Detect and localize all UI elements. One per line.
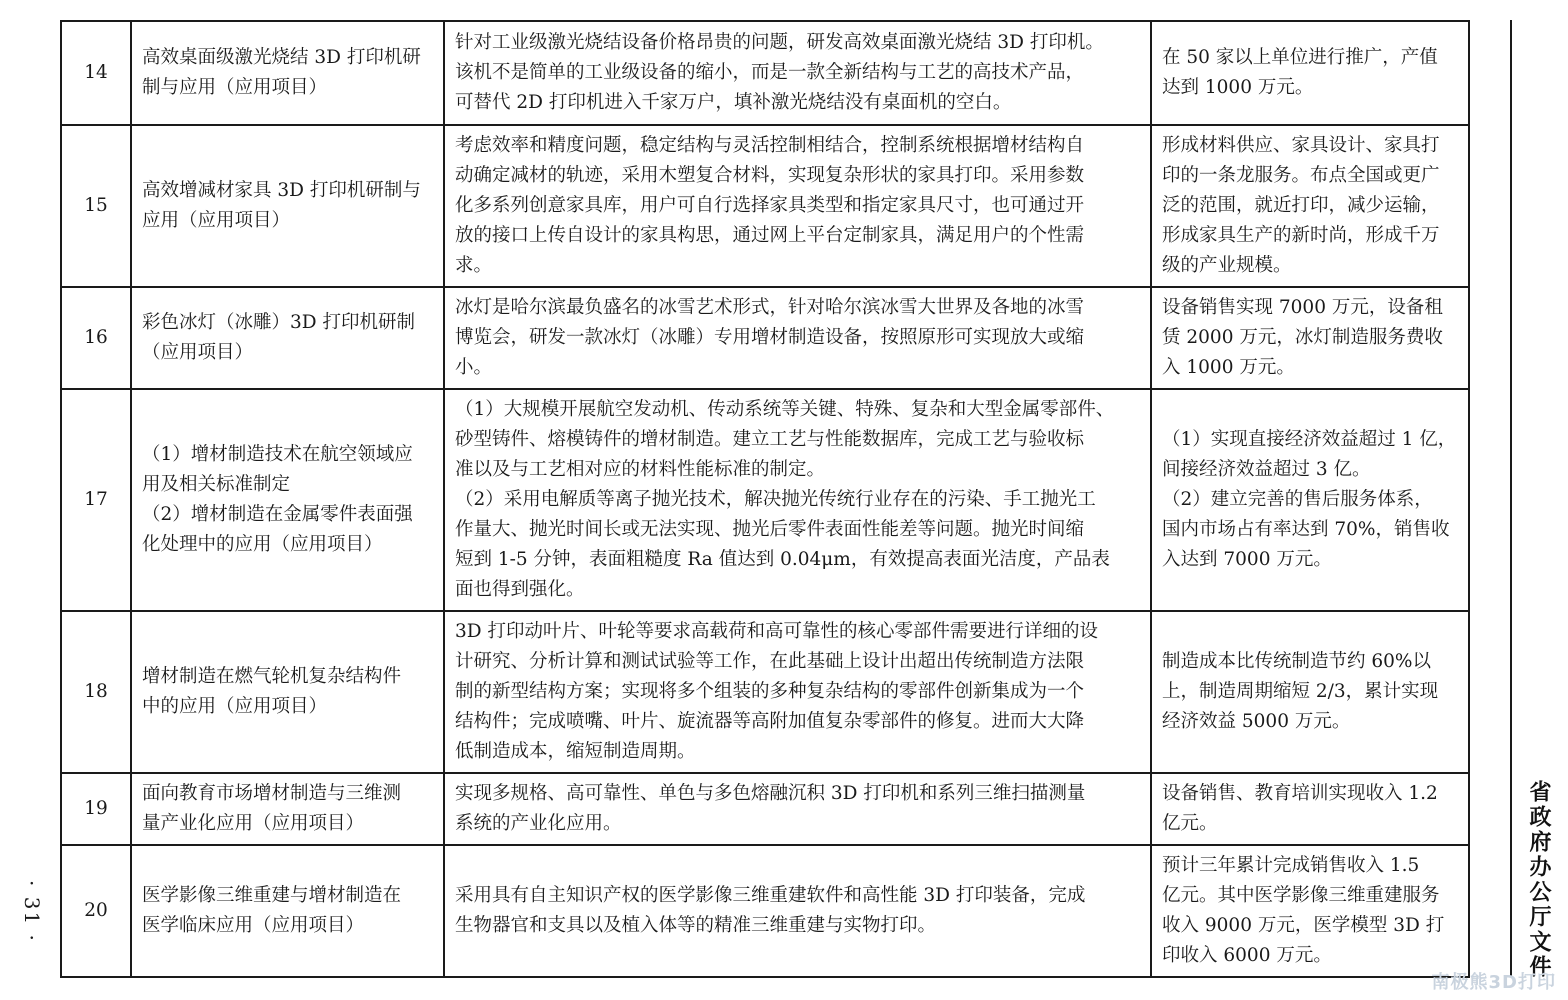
project-table — [60, 20, 1470, 978]
cell-text-line: （1）大规模开展航空发动机、传动系统等关键、特殊、复杂和大型金属零部件、 — [455, 399, 1115, 420]
cell-text-line: 入达到 7000 万元。 — [1162, 549, 1332, 570]
project-name — [131, 125, 444, 287]
project-description — [444, 125, 1151, 287]
cell-text-line: 博览会，研发一款冰灯（冰雕）专用增材制造设备，按照原形可实现放大或缩 — [455, 327, 1085, 348]
cell-text-line: 上，制造周期缩短 2/3，累计实现 — [1162, 681, 1439, 702]
cell-text-line: 预计三年累计完成销售收入 1.5 — [1162, 855, 1420, 876]
cell-text-line: 入 1000 万元。 — [1162, 357, 1295, 378]
cell-text-line: 短到 1-5 分钟，表面粗糙度 Ra 值达到 0.04μm，有效提高表面光洁度，产品表 — [455, 549, 1110, 570]
project-description — [444, 773, 1151, 845]
cell-text-line: 准以及与工艺相对应的材料性能标准的制定。 — [455, 459, 826, 480]
table-row — [61, 845, 1469, 977]
cell-text-line: （2）建立完善的售后服务体系， — [1162, 489, 1433, 510]
cell-text-line: 印的一条龙服务。布点全国或更广 — [1162, 165, 1440, 186]
side-label: 省政府办公厅文件 — [1526, 780, 1551, 980]
cell-text-line: 制的新型结构方案；实现将多个组装的多种复杂结构的零部件创新集成为一个 — [455, 681, 1085, 702]
cell-text-line: 面向教育市场增材制造与三维测 — [142, 783, 402, 804]
project-goal — [1151, 611, 1469, 773]
cell-text-line: 国内市场占有率达到 70%，销售收 — [1162, 519, 1450, 540]
row-number: 20 — [61, 845, 131, 977]
row-number: 14 — [61, 21, 131, 125]
cell-text-line: 亿元。 — [1162, 813, 1218, 834]
cell-text-line: 彩色冰灯（冰雕）3D 打印机研制 — [142, 312, 415, 333]
cell-text-line: 高效增减材家具 3D 打印机研制与 — [142, 180, 421, 201]
project-description — [444, 845, 1151, 977]
cell-text-line: 系统的产业化应用。 — [455, 813, 622, 834]
cell-text-line: 印收入 6000 万元。 — [1162, 945, 1332, 966]
cell-text-line: 求。 — [455, 255, 493, 276]
project-goal — [1151, 21, 1469, 125]
row-number: 18 — [61, 611, 131, 773]
cell-text-line: 级的产业规模。 — [1162, 255, 1292, 276]
table-row — [61, 287, 1469, 389]
cell-text-line: 该机不是简单的工业级设备的缩小，而是一款全新结构与工艺的高技术产品， — [455, 62, 1085, 83]
cell-text-line: 化处理中的应用（应用项目） — [142, 534, 383, 555]
cell-text-line: （1）增材制造技术在航空领域应 — [142, 444, 413, 465]
project-description — [444, 287, 1151, 389]
cell-text-line: 形成家具生产的新时尚，形成千万 — [1162, 225, 1440, 246]
cell-text-line: 亿元。其中医学影像三维重建服务 — [1162, 885, 1440, 906]
project-table-body — [61, 21, 1469, 977]
cell-text-line: 设备销售实现 7000 万元，设备租 — [1162, 297, 1443, 318]
project-goal — [1151, 773, 1469, 845]
cell-text-line: 化多系列创意家具库，用户可自行选择家具类型和指定家具尺寸，也可通过开 — [455, 195, 1085, 216]
table-row — [61, 125, 1469, 287]
table-row — [61, 21, 1469, 125]
cell-text-line: 放的接口上传自设计的家具构思，通过网上平台定制家具，满足用户的个性需 — [455, 225, 1085, 246]
cell-text-line: 制与应用（应用项目） — [142, 77, 328, 98]
project-goal — [1151, 287, 1469, 389]
table-row — [61, 611, 1469, 773]
cell-text-line: （应用项目） — [142, 342, 254, 363]
cell-text-line: 中的应用（应用项目） — [142, 696, 328, 717]
cell-text-line: 形成材料供应、家具设计、家具打 — [1162, 135, 1440, 156]
cell-text-line: 应用（应用项目） — [142, 210, 291, 231]
cell-text-line: （2）采用电解质等离子抛光技术，解决抛光传统行业存在的污染、手工抛光工 — [455, 489, 1096, 510]
row-number: 17 — [61, 389, 131, 611]
project-name — [131, 611, 444, 773]
project-description — [444, 21, 1151, 125]
cell-text-line: 增材制造在燃气轮机复杂结构件 — [142, 666, 402, 687]
row-number: 16 — [61, 287, 131, 389]
project-goal — [1151, 389, 1469, 611]
cell-text-line: 间接经济效益超过 3 亿。 — [1162, 459, 1371, 480]
cell-text-line: 采用具有自主知识产权的医学影像三维重建软件和高性能 3D 打印装备，完成 — [455, 885, 1086, 906]
cell-text-line: 针对工业级激光烧结设备价格昂贵的问题，研发高效桌面激光烧结 3D 打印机。 — [455, 32, 1104, 53]
cell-text-line: 高效桌面级激光烧结 3D 打印机研 — [142, 47, 421, 68]
project-name — [131, 773, 444, 845]
project-name — [131, 389, 444, 611]
cell-text-line: 量产业化应用（应用项目） — [142, 813, 365, 834]
cell-text-line: 赁 2000 万元，冰灯制造服务费收 — [1162, 327, 1443, 348]
project-description — [444, 611, 1151, 773]
row-number: 15 — [61, 125, 131, 287]
project-goal — [1151, 845, 1469, 977]
project-name — [131, 287, 444, 389]
cell-text-line: 制造成本比传统制造节约 60%以 — [1162, 651, 1432, 672]
cell-text-line: 用及相关标准制定 — [142, 474, 291, 495]
page-number: · 31 · — [20, 880, 44, 943]
cell-text-line: 设备销售、教育培训实现收入 1.2 — [1162, 783, 1438, 804]
project-name — [131, 845, 444, 977]
project-description — [444, 389, 1151, 611]
cell-text-line: 结构件；完成喷嘴、叶片、旋流器等高附加值复杂零部件的修复。进而大大降 — [455, 711, 1085, 732]
cell-text-line: 小。 — [455, 357, 493, 378]
cell-text-line: 面也得到强化。 — [455, 579, 585, 600]
cell-text-line: 考虑效率和精度问题，稳定结构与灵活控制相结合，控制系统根据增材结构自 — [455, 135, 1085, 156]
cell-text-line: 达到 1000 万元。 — [1162, 77, 1314, 98]
cell-text-line: 医学临床应用（应用项目） — [142, 915, 365, 936]
cell-text-line: 可替代 2D 打印机进入千家万户，填补激光烧结没有桌面机的空白。 — [455, 92, 1012, 113]
cell-text-line: 医学影像三维重建与增材制造在 — [142, 885, 402, 906]
project-goal — [1151, 125, 1469, 287]
row-number: 19 — [61, 773, 131, 845]
cell-text-line: 作量大、抛光时间长或无法实现、抛光后零件表面性能差等问题。抛光时间缩 — [455, 519, 1085, 540]
cell-text-line: 计研究、分析计算和测试试验等工作，在此基础上设计出超出传统制造方法限 — [455, 651, 1085, 672]
cell-text-line: 经济效益 5000 万元。 — [1162, 711, 1351, 732]
margin-rule — [1510, 20, 1512, 976]
cell-text-line: 砂型铸件、熔模铸件的增材制造。建立工艺与性能数据库，完成工艺与验收标 — [455, 429, 1085, 450]
cell-text-line: 实现多规格、高可靠性、单色与多色熔融沉积 3D 打印机和系列三维扫描测量 — [455, 783, 1086, 804]
cell-text-line: 冰灯是哈尔滨最负盛名的冰雪艺术形式，针对哈尔滨冰雪大世界及各地的冰雪 — [455, 297, 1085, 318]
cell-text-line: 收入 9000 万元，医学模型 3D 打 — [1162, 915, 1445, 936]
cell-text-line: 在 50 家以上单位进行推广，产值 — [1162, 47, 1438, 68]
cell-text-line: （2）增材制造在金属零件表面强 — [142, 504, 413, 525]
project-name — [131, 21, 444, 125]
table-row — [61, 773, 1469, 845]
watermark: 南极熊3D打印 — [1431, 972, 1556, 993]
cell-text-line: 生物器官和支具以及植入体等的精准三维重建与实物打印。 — [455, 915, 937, 936]
cell-text-line: 泛的范围，就近打印，减少运输， — [1162, 195, 1440, 216]
table-row — [61, 389, 1469, 611]
cell-text-line: 动确定减材的轨迹，采用木塑复合材料，实现复杂形状的家具打印。采用参数 — [455, 165, 1085, 186]
cell-text-line: 低制造成本，缩短制造周期。 — [455, 741, 696, 762]
cell-text-line: 3D 打印动叶片、叶轮等要求高载荷和高可靠性的核心零部件需要进行详细的设 — [455, 621, 1098, 642]
cell-text-line: （1）实现直接经济效益超过 1 亿， — [1162, 429, 1457, 450]
